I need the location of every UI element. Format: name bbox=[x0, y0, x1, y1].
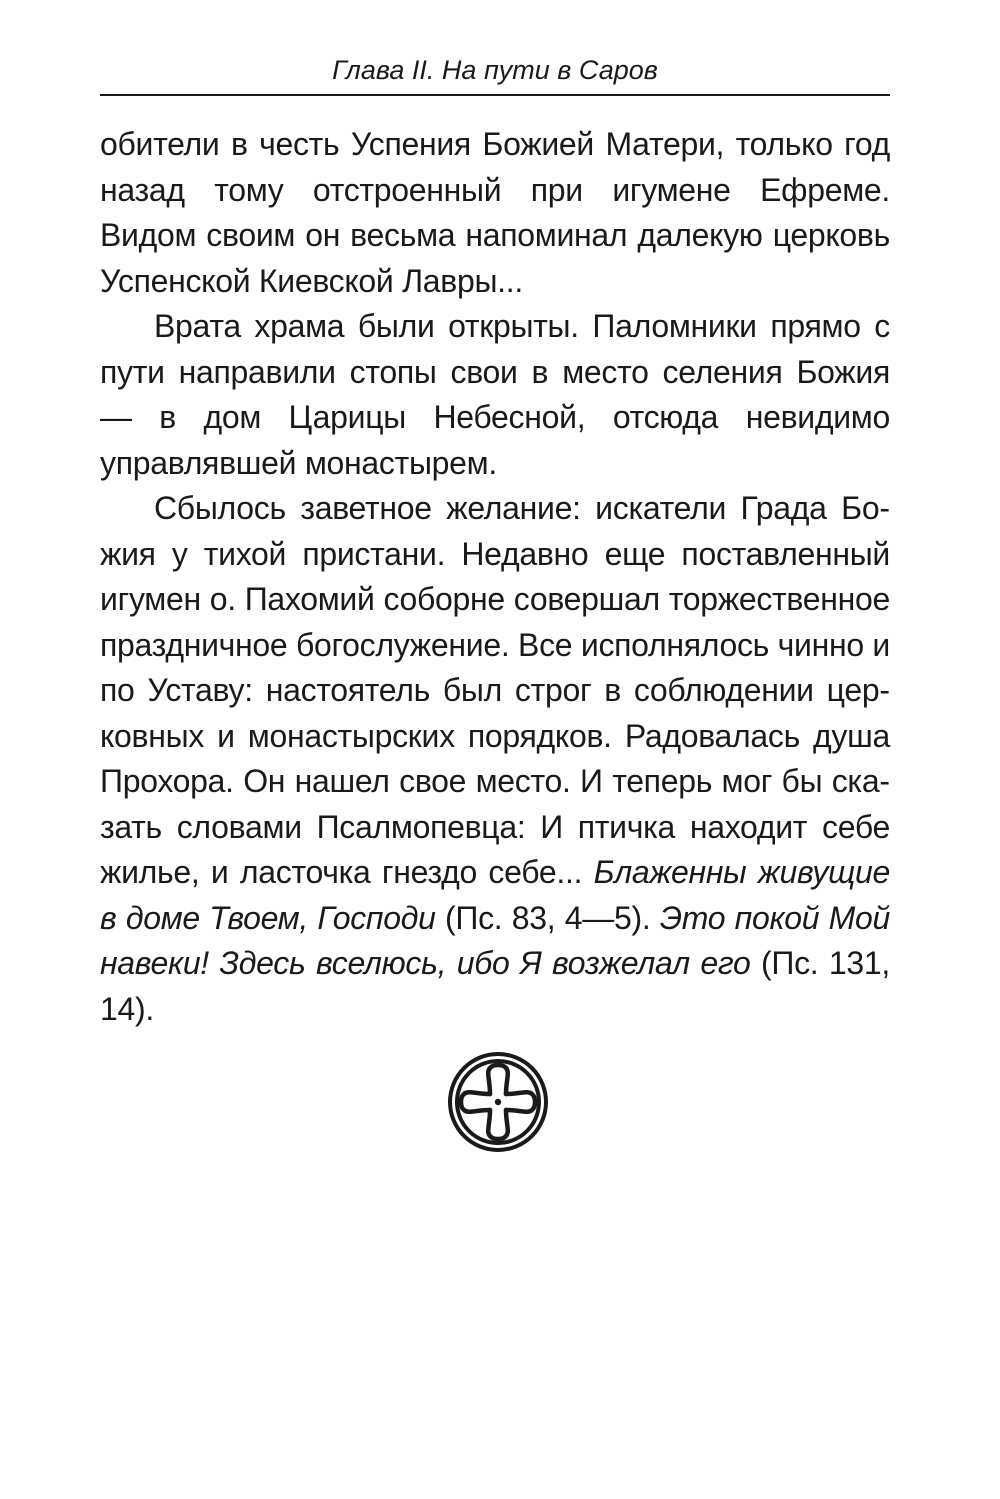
cross-roundel-icon bbox=[446, 1050, 550, 1154]
psalm-ref-2: (Пс. 131, 14). bbox=[100, 945, 890, 1027]
header-rule bbox=[100, 94, 890, 96]
psalm-quote-2: Это покой Мой навеки! Здесь вселюсь, ибо Я возжелал его bbox=[100, 899, 891, 981]
paragraph-3-main: Сбылось заветное желание: искатели Града Божия у тихой пристани. Недавно еще поставленный игумен о. Пахомий соборне совершал торжественное праздничное богослужение. Все исполнялось чинно и по Уставу: настоятель был строг в соблюдении церковных и монастырских порядков. Радовалась душа Прохора. Он нашел свое место. И теперь мог бы сказать словами Псалмопевца: И птичка находит себе жилье, и ласточка гнездо себе... bbox=[100, 490, 890, 890]
paragraph-2: Врата храма были открыты. Паломники прямо с пути направили стопы свои в место селения Божия — в дом Царицы Небесной, отсюда невидимо управлявшей монастырем. bbox=[100, 308, 890, 481]
body-text bbox=[100, 122, 890, 1032]
running-header: Глава II. На пути в Саров bbox=[332, 55, 658, 85]
psalm-ref-1: (Пс. 83, 4—5). bbox=[435, 899, 660, 936]
paragraph-1: обители в честь Успения Божией Матери, только год назад тому отстроенный при игумене Ефреме. Видом своим он весьма напоминал далекую церковь Успенской Киевской Лавры... bbox=[100, 126, 890, 299]
paragraph-3 bbox=[100, 486, 890, 1032]
psalm-quote-1: Блаженны живущие в доме Твоем, Господи bbox=[100, 854, 890, 936]
